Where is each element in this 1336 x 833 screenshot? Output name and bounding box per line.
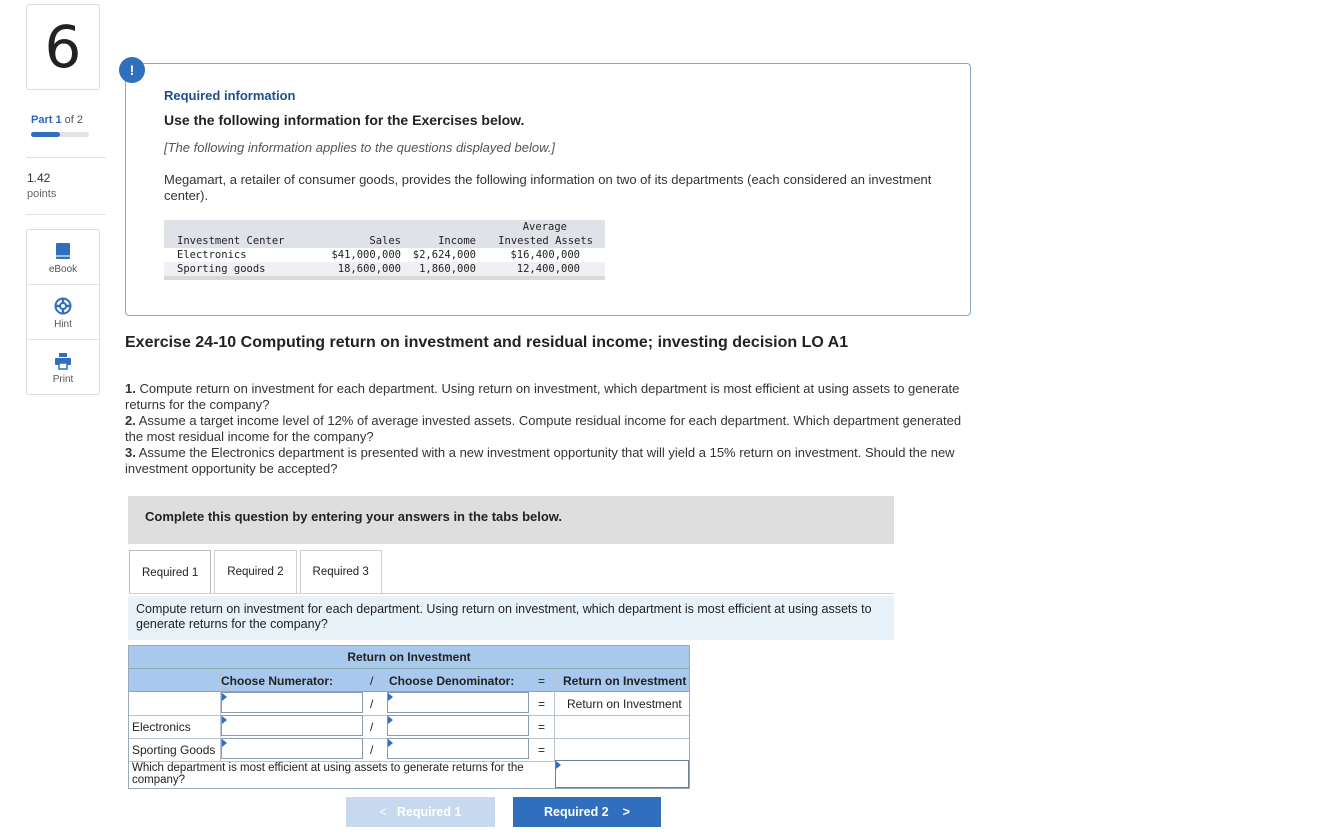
- cell-income: 1,860,000: [419, 263, 476, 275]
- numerator-header: Choose Numerator:: [221, 673, 334, 688]
- cell-department: Electronics: [177, 249, 247, 261]
- points-label: points: [27, 188, 57, 200]
- tab-underline: [129, 593, 894, 594]
- next-label: Required 2: [544, 805, 609, 819]
- use-info-title: Use the following information for the Exercises below.: [164, 112, 525, 128]
- equals-sign: =: [538, 696, 546, 711]
- item-text: Compute return on investment for each department. Using return on investment, which department is most efficient at using assets to generate returns for the company?: [125, 381, 960, 412]
- question-number: 6: [26, 4, 100, 90]
- denominator-label-select[interactable]: [387, 692, 529, 713]
- roi-header-row: [129, 669, 689, 692]
- ebook-label: eBook: [48, 264, 78, 275]
- electronics-denominator-input[interactable]: [387, 715, 529, 736]
- tools-panel: [26, 229, 100, 395]
- item-number: 3.: [125, 445, 136, 460]
- header-sales: Sales: [369, 235, 401, 247]
- table-row: [164, 262, 605, 276]
- prev-required-button[interactable]: [346, 797, 495, 827]
- sporting-roi-result[interactable]: [555, 739, 689, 760]
- divider: [26, 214, 106, 215]
- divider: [26, 157, 106, 158]
- roi-title: Return on Investment: [129, 646, 689, 669]
- item-number: 1.: [125, 381, 136, 396]
- print-label: Print: [52, 374, 74, 385]
- applies-note: [The following information applies to the questions displayed below.]: [164, 140, 555, 155]
- dropdown-marker-icon: [388, 716, 393, 724]
- part-progress-bar: [31, 132, 89, 137]
- dropdown-marker-icon: [222, 716, 227, 724]
- cell-income: $2,624,000: [412, 249, 476, 261]
- lifebuoy-icon: [27, 295, 99, 317]
- exercise-title: Exercise 24-10 Computing return on investment and residual income; investing decision LO A1: [125, 334, 849, 351]
- header-invested-assets: Invested Assets: [498, 235, 593, 247]
- tab-required-3[interactable]: Required 3: [300, 550, 382, 593]
- chevron-right-icon: >: [622, 805, 630, 819]
- next-required-button[interactable]: [513, 797, 661, 827]
- item-text: Assume a target income level of 12% of average invested assets. Compute residual income for each department. Which department generated the most residual income for the company?: [125, 413, 962, 444]
- hint-button[interactable]: [27, 285, 99, 340]
- electronics-numerator-input[interactable]: [221, 715, 363, 736]
- result-subheader: Return on Investment: [567, 696, 682, 711]
- numerator-label-select[interactable]: [221, 692, 363, 713]
- electronics-roi-result[interactable]: [555, 716, 689, 737]
- tab-instruction: Compute return on investment for each department. Using return on investment, which department is most efficient at using assets to generate returns for the company?: [128, 596, 894, 640]
- dropdown-marker-icon: [222, 693, 227, 701]
- row-label-electronics: Electronics: [132, 719, 191, 734]
- dropdown-marker-icon: [388, 739, 393, 747]
- cell-department: Sporting goods: [177, 263, 266, 275]
- item-number: 2.: [125, 413, 136, 428]
- efficiency-question: Which department is most efficient at using assets to generate returns for the company?: [132, 762, 524, 786]
- company-description: Megamart, a retailer of consumer goods, provides the following information on two of its departments (each considered an investment center).: [164, 172, 932, 203]
- divide-sign: /: [370, 696, 374, 711]
- exercise-item: [125, 381, 975, 413]
- cell-sales: $41,000,000: [331, 249, 401, 261]
- cell-assets: $16,400,000: [510, 249, 580, 261]
- required-info-title: Required information: [164, 88, 296, 103]
- exercise-item: [125, 413, 975, 445]
- part-current: Part 1: [31, 114, 62, 126]
- print-button[interactable]: [27, 340, 99, 395]
- cell-sales: 18,600,000: [337, 263, 401, 275]
- required-tabs: [129, 550, 385, 594]
- equals-sign: =: [538, 719, 546, 734]
- complete-prompt: Complete this question by entering your answers in the tabs below.: [128, 496, 894, 544]
- alert-icon: !: [119, 57, 145, 83]
- printer-icon: [27, 350, 99, 372]
- dropdown-marker-icon: [222, 739, 227, 747]
- roi-table: [128, 645, 690, 789]
- table-header: [164, 220, 605, 248]
- points-value: 1.42: [27, 171, 51, 185]
- part-progress-fill: [31, 132, 60, 137]
- dropdown-marker-icon: [388, 693, 393, 701]
- equals-sign: =: [538, 742, 546, 757]
- exercise-instructions: [125, 381, 975, 477]
- tab-required-1[interactable]: Required 1: [129, 550, 211, 594]
- divide-sign: /: [370, 742, 374, 757]
- header-income: Income: [438, 235, 476, 247]
- header-investment-center: Investment Center: [177, 235, 285, 247]
- result-header: Return on Investment: [563, 673, 687, 688]
- department-data-table: [164, 220, 605, 280]
- item-text: Assume the Electronics department is presented with a new investment opportunity that will yield a 15% return on investment. Should the new investment opportunity be accepted?: [125, 445, 955, 476]
- prev-label: Required 1: [396, 805, 462, 819]
- equals-sign: =: [538, 673, 546, 688]
- part-of: of 2: [64, 114, 83, 126]
- header-average: Average: [522, 221, 567, 233]
- denominator-header: Choose Denominator:: [389, 673, 515, 688]
- chevron-left-icon: <: [379, 805, 387, 819]
- most-efficient-select[interactable]: [555, 760, 689, 788]
- sporting-denominator-input[interactable]: [387, 738, 529, 759]
- row-label-sporting-goods: Sporting Goods: [132, 742, 216, 757]
- divide-sign: /: [370, 719, 374, 734]
- book-icon: [27, 240, 99, 262]
- divide-sign: /: [370, 673, 374, 688]
- sporting-numerator-input[interactable]: [221, 738, 363, 759]
- dropdown-marker-icon: [556, 761, 561, 769]
- ebook-button[interactable]: [27, 230, 99, 285]
- table-row: [164, 248, 605, 262]
- exercise-item: [125, 445, 975, 477]
- part-indicator: [31, 114, 83, 126]
- cell-assets: 12,400,000: [516, 263, 580, 275]
- tab-required-2[interactable]: Required 2: [214, 550, 296, 593]
- hint-label: Hint: [54, 319, 72, 330]
